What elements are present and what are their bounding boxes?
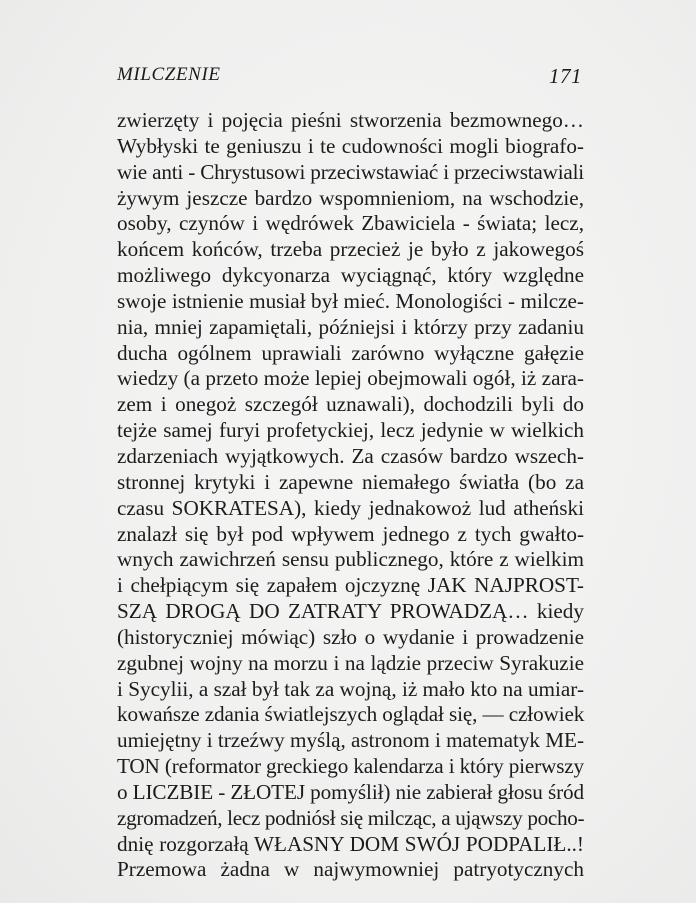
text-line: dnię rozgorzałą WŁASNY DOM SWÓJ PODPALIŁ..! — [117, 831, 584, 856]
text-line: zgromadzeń, lecz podniósł się milcząc, a ująwszy pocho- — [117, 805, 585, 830]
body-text — [117, 108, 584, 883]
text-line: zwierzęty i pojęcia pieśni stworzenia bezmownego… — [117, 108, 584, 132]
text-line: ducha ogólnem uprawiali zarówno wyłączne gałęzie — [117, 340, 584, 365]
text-line: kowańsze zdania światlejszych oglądał się, — człowiek — [117, 702, 585, 727]
text-line: o LICZBIE - ZŁOTEJ pomyślił) nie zabierał głosu śród — [117, 779, 584, 804]
page-number: 171 — [549, 64, 582, 88]
text-line: tejże samej furyi profetyckiej, lecz jedynie w wielkich — [117, 418, 584, 443]
text-line: zgubnej wojny na morzu i na lądzie przeciw Syrakuzie — [117, 650, 584, 675]
text-line: Wybłyski te geniuszu i te cudowności mogli biografo- — [117, 133, 584, 158]
text-line: końcem końców, trzeba przecież je było z jakowegoś — [117, 237, 584, 262]
text-line: żywym jeszcze bardzo wspomnieniom, na wschodzie, — [117, 185, 584, 210]
text-line: nia, mniej zapamiętali, późniejsi i którzy przy zadaniu — [117, 314, 584, 339]
text-line: (historyczniej mówiąc) szło o wydanie i prowadzenie — [117, 624, 584, 649]
running-head — [117, 64, 584, 90]
text-line: i Sycylii, a szał był tak za wojną, iż mało kto na umiar- — [117, 676, 584, 701]
text-line: stronnej krytyki i zapewne niemałego światła (bo za — [117, 469, 584, 494]
text-line: czasu SOKRATESA), kiedy jednakowoż lud atheński — [117, 495, 584, 520]
text-line: osoby, czynów i wędrówek Zbawiciela - świata; lecz, — [117, 211, 584, 236]
text-line: wie anti - Chrystusowi przeciwstawiać i przeciwstawiali — [117, 159, 584, 184]
text-line: zem i onegoż szczegół uznawali), dochodzili byli do — [117, 392, 584, 417]
running-title: MILCZENIE — [117, 64, 221, 85]
text-line: możliwego dykcyonarza wyciągnąć, który względne — [117, 263, 584, 288]
text-line: umiejętny i trzeźwy myślą, astronom i matematyk ME- — [117, 728, 584, 753]
text-line: wiedzy (a przeto może lepiej obejmowali ogół, iż zara- — [117, 366, 584, 391]
text-line: SZĄ DROGĄ DO ZATRATY PROWADZĄ… kiedy — [117, 599, 584, 624]
text-line: TON (reformator greckiego kalendarza i który pierwszy — [117, 754, 584, 779]
text-line: wnych zawichrzeń sensu publicznego, które z wielkim — [117, 547, 584, 572]
text-line: znalazł się był pod wpływem jednego z tych gwałto- — [117, 521, 584, 546]
text-line: swoje istnienie musiał był mieć. Monologiści - milcze- — [117, 288, 584, 313]
text-line: Przemowa żadna w najwymowniej patryotycznych — [117, 857, 584, 882]
text-line: i chełpiącym się zapałem ojczyznę JAK NAJPROST- — [117, 573, 584, 598]
text-line: zdarzeniach wyjątkowych. Za czasów bardzo wszech- — [117, 443, 584, 468]
